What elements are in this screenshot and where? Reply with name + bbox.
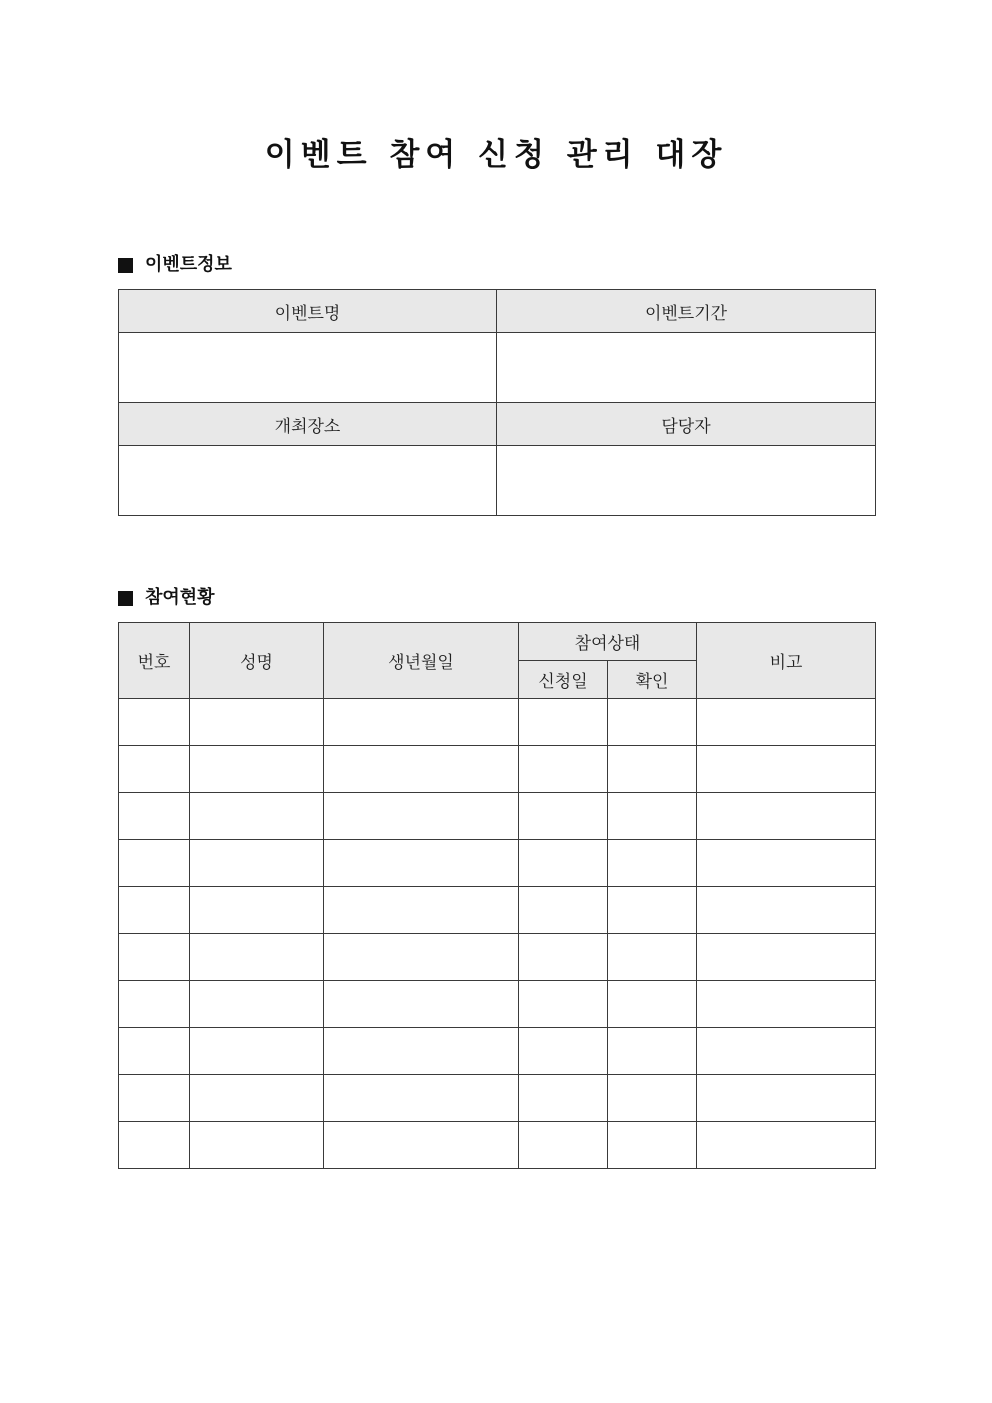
- remarks-cell[interactable]: [697, 840, 876, 887]
- confirm-cell[interactable]: [608, 887, 697, 934]
- event-period-field[interactable]: [497, 333, 876, 403]
- applied-date-cell[interactable]: [519, 1122, 608, 1169]
- name-cell[interactable]: [190, 1122, 324, 1169]
- remarks-cell[interactable]: [697, 934, 876, 981]
- column-header-number: 번호: [119, 623, 190, 699]
- column-header-name: 성명: [190, 623, 324, 699]
- remarks-cell[interactable]: [697, 746, 876, 793]
- birthdate-cell[interactable]: [324, 746, 519, 793]
- section-heading-label: 참여현황: [145, 587, 215, 608]
- column-header-confirm: 확인: [608, 661, 697, 699]
- section-heading-label: 이벤트정보: [145, 254, 232, 275]
- column-header-remarks: 비고: [697, 623, 876, 699]
- remarks-cell[interactable]: [697, 887, 876, 934]
- confirm-cell[interactable]: [608, 746, 697, 793]
- applied-date-cell[interactable]: [519, 1028, 608, 1075]
- name-cell[interactable]: [190, 746, 324, 793]
- applied-date-cell[interactable]: [519, 1075, 608, 1122]
- birthdate-cell[interactable]: [324, 840, 519, 887]
- name-cell[interactable]: [190, 1028, 324, 1075]
- column-header-birthdate: 생년월일: [324, 623, 519, 699]
- manager-field[interactable]: [497, 446, 876, 516]
- name-cell[interactable]: [190, 934, 324, 981]
- document-title: 이벤트 참여 신청 관리 대장: [264, 137, 728, 173]
- number-cell[interactable]: [119, 981, 190, 1028]
- birthdate-cell[interactable]: [324, 1028, 519, 1075]
- name-cell[interactable]: [190, 981, 324, 1028]
- table-row: [119, 793, 876, 840]
- applied-date-cell[interactable]: [519, 793, 608, 840]
- confirm-cell[interactable]: [608, 981, 697, 1028]
- event-info-table: [118, 289, 876, 516]
- header-event-name: 이벤트명: [119, 290, 497, 333]
- table-row: [119, 1028, 876, 1075]
- birthdate-cell[interactable]: [324, 934, 519, 981]
- confirm-cell[interactable]: [608, 1028, 697, 1075]
- applied-date-cell[interactable]: [519, 981, 608, 1028]
- table-row: [119, 1075, 876, 1122]
- applied-date-cell[interactable]: [519, 746, 608, 793]
- name-cell[interactable]: [190, 840, 324, 887]
- birthdate-cell[interactable]: [324, 699, 519, 746]
- table-row: [119, 746, 876, 793]
- name-cell[interactable]: [190, 699, 324, 746]
- event-name-field[interactable]: [119, 333, 497, 403]
- participation-table-body: [119, 699, 876, 1169]
- remarks-cell[interactable]: [697, 1122, 876, 1169]
- birthdate-cell[interactable]: [324, 887, 519, 934]
- number-cell[interactable]: [119, 746, 190, 793]
- header-event-period: 이벤트기간: [497, 290, 876, 333]
- remarks-cell[interactable]: [697, 793, 876, 840]
- number-cell[interactable]: [119, 840, 190, 887]
- header-venue: 개최장소: [119, 403, 497, 446]
- square-bullet-icon: [118, 258, 133, 273]
- column-header-status-group: 참여상태: [519, 623, 697, 661]
- confirm-cell[interactable]: [608, 1075, 697, 1122]
- name-cell[interactable]: [190, 1075, 324, 1122]
- remarks-cell[interactable]: [697, 1028, 876, 1075]
- table-row: [119, 934, 876, 981]
- confirm-cell[interactable]: [608, 793, 697, 840]
- confirm-cell[interactable]: [608, 934, 697, 981]
- confirm-cell[interactable]: [608, 840, 697, 887]
- table-row: [119, 887, 876, 934]
- header-manager: 담당자: [497, 403, 876, 446]
- remarks-cell[interactable]: [697, 699, 876, 746]
- table-row: [119, 1122, 876, 1169]
- remarks-cell[interactable]: [697, 1075, 876, 1122]
- applied-date-cell[interactable]: [519, 887, 608, 934]
- number-cell[interactable]: [119, 699, 190, 746]
- column-header-applied-date: 신청일: [519, 661, 608, 699]
- name-cell[interactable]: [190, 793, 324, 840]
- number-cell[interactable]: [119, 887, 190, 934]
- table-row: [119, 840, 876, 887]
- confirm-cell[interactable]: [608, 1122, 697, 1169]
- remarks-cell[interactable]: [697, 981, 876, 1028]
- number-cell[interactable]: [119, 793, 190, 840]
- number-cell[interactable]: [119, 1075, 190, 1122]
- table-row: [119, 699, 876, 746]
- section-heading-participation: [118, 585, 215, 611]
- name-cell[interactable]: [190, 887, 324, 934]
- birthdate-cell[interactable]: [324, 1122, 519, 1169]
- birthdate-cell[interactable]: [324, 793, 519, 840]
- applied-date-cell[interactable]: [519, 934, 608, 981]
- number-cell[interactable]: [119, 934, 190, 981]
- birthdate-cell[interactable]: [324, 981, 519, 1028]
- confirm-cell[interactable]: [608, 699, 697, 746]
- venue-field[interactable]: [119, 446, 497, 516]
- section-heading-event-info: [118, 252, 232, 278]
- participation-table: [118, 622, 876, 1169]
- applied-date-cell[interactable]: [519, 699, 608, 746]
- number-cell[interactable]: [119, 1028, 190, 1075]
- applied-date-cell[interactable]: [519, 840, 608, 887]
- square-bullet-icon: [118, 591, 133, 606]
- number-cell[interactable]: [119, 1122, 190, 1169]
- birthdate-cell[interactable]: [324, 1075, 519, 1122]
- table-row: [119, 981, 876, 1028]
